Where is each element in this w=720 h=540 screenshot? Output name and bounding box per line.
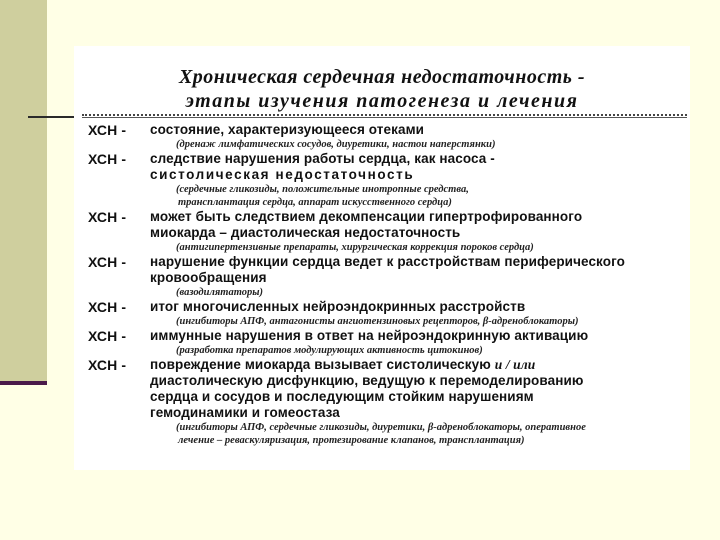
item-prefix: ХСН - xyxy=(88,122,127,138)
list-item xyxy=(88,254,688,299)
item-prefix: ХСН - xyxy=(88,151,127,167)
list-item xyxy=(88,357,688,447)
left-accent-stripe xyxy=(0,381,47,385)
item-note: (сердечные гликозиды, положительные инотропные средства, xyxy=(176,184,469,195)
item-note: (разработка препаратов модулирующих активность цитокинов) xyxy=(176,345,483,356)
item-text: нарушение функции сердца ведет к расстройствам периферического xyxy=(150,254,625,269)
item-inline-conjunction: и / или xyxy=(494,357,536,372)
item-text-continued: систолическая недостаточность xyxy=(150,167,415,182)
item-line xyxy=(88,122,688,138)
list-item xyxy=(88,151,688,209)
item-text-continued: гемодинамики и гомеостаза xyxy=(150,405,340,420)
item-line xyxy=(88,254,688,270)
list-item xyxy=(88,122,688,151)
item-prefix: ХСН - xyxy=(88,328,127,344)
item-note: (ингибиторы АПФ, антагонисты ангиотензиновых рецепторов, β-адреноблокаторы) xyxy=(176,316,579,327)
list-item xyxy=(88,299,688,328)
item-prefix: ХСН - xyxy=(88,209,127,225)
title-accent-line xyxy=(28,116,74,118)
left-decorative-bar xyxy=(0,0,47,385)
list-item xyxy=(88,328,688,357)
definition-list xyxy=(88,122,688,447)
title-underline xyxy=(82,114,687,116)
item-line xyxy=(88,299,688,315)
item-line xyxy=(88,151,688,167)
item-prefix: ХСН - xyxy=(88,254,127,270)
item-prefix: ХСН - xyxy=(88,357,127,373)
title-underline-solid xyxy=(82,117,687,118)
slide-title-line2: этапы изучения патогенеза и лечения xyxy=(185,90,579,112)
item-text-continued: диастолическую дисфункцию, ведущую к перемоделированию xyxy=(150,373,584,388)
item-text-continued: миокарда – диастолическая недостаточность xyxy=(150,225,461,240)
slide-title-line1: Хроническая сердечная недостаточность - xyxy=(178,66,586,88)
item-line xyxy=(88,209,688,225)
item-note: (вазодилятаторы) xyxy=(176,287,264,298)
item-text: может быть следствием декомпенсации гипертрофированного xyxy=(150,209,583,224)
item-note: (дренаж лимфатических сосудов, диуретики, настои наперстянки) xyxy=(176,139,496,150)
item-text: иммунные нарушения в ответ на нейроэндокринную активацию xyxy=(150,328,589,343)
list-item xyxy=(88,209,688,254)
item-note: лечение – реваскуляризация, протезирование клапанов, трансплантация) xyxy=(178,435,525,446)
item-note: трансплантация сердца, аппарат искусственного сердца) xyxy=(178,197,452,208)
slide-content xyxy=(74,46,690,470)
item-text: состояние, характеризующееся отеками xyxy=(150,122,425,137)
item-text-continued: сердца и сосудов и последующим стойким нарушениям xyxy=(150,389,534,404)
item-line xyxy=(88,328,688,344)
item-note: (ингибиторы АПФ, сердечные гликозиды, диуретики, β-адреноблокаторы, оперативное xyxy=(176,422,586,433)
item-text: следствие нарушения работы сердца, как насоса - xyxy=(150,151,495,166)
item-text: повреждение миокарда вызывает систолическую xyxy=(150,357,491,372)
item-text: итог многочисленных нейроэндокринных расстройств xyxy=(150,299,526,314)
item-line xyxy=(88,357,688,373)
item-text-continued: кровообращения xyxy=(150,270,267,285)
item-note: (антигипертензивные препараты, хирургическая коррекция пороков сердца) xyxy=(176,242,534,253)
item-prefix: ХСН - xyxy=(88,299,127,315)
